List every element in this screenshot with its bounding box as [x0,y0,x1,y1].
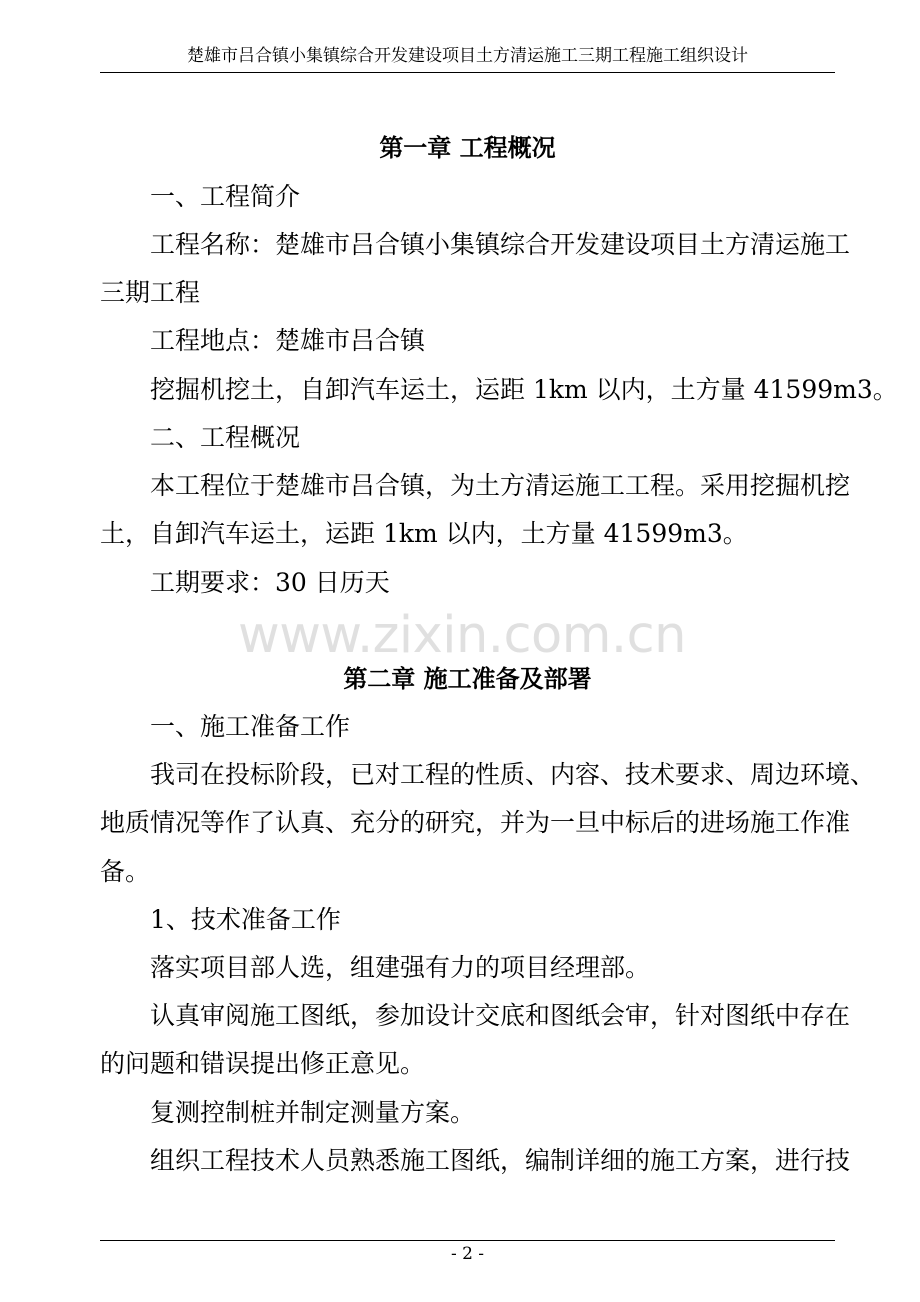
section-heading: 一、施工准备工作 [150,712,351,741]
paragraph-line: 组织工程技术人员熟悉施工图纸，编制详细的施工方案，进行技 [150,1146,851,1175]
chapter-2-title: 第二章 施工准备及部署 [343,664,592,693]
paragraph-line: 工程名称：楚雄市吕合镇小集镇综合开发建设项目土方清运施工 [150,230,851,259]
paragraph-line: 挖掘机挖土，自卸汽车运土，运距 1km 以内，土方量 41599m3。 [150,375,898,404]
header-divider [100,72,835,73]
paragraph-line: 地质情况等作了认真、充分的研究，并为一旦中标后的进场施工作准 [100,808,851,837]
paragraph-line: 落实项目部人选，组建强有力的项目经理部。 [150,953,651,982]
paragraph-line: 备。 [100,857,151,886]
paragraph-line: 土，自卸汽车运土，运距 1km 以内，土方量 41599m3。 [100,519,748,548]
section-heading: 二、工程概况 [150,423,301,452]
paragraph-line: 三期工程 [100,278,201,307]
paragraph-line: 复测控制桩并制定测量方案。 [150,1098,476,1127]
paragraph-line: 本工程位于楚雄市吕合镇，为土方清运施工工程。采用挖掘机挖 [150,471,851,500]
page-header: 楚雄市吕合镇小集镇综合开发建设项目土方清运施工三期工程施工组织设计 [187,46,748,66]
paragraph-line: 工期要求：30 日历天 [150,568,390,597]
chapter-1-title: 第一章 工程概况 [379,133,556,162]
watermark: www.zixin.com.cn [238,606,686,665]
footer-divider [100,1240,835,1241]
section-heading: 一、工程简介 [150,182,301,211]
paragraph-line: 认真审阅施工图纸，参加设计交底和图纸会审，针对图纸中存在 [150,1001,851,1030]
subsection-heading: 1、技术准备工作 [150,905,341,934]
page-number: - 2 - [450,1244,485,1264]
paragraph-line: 的问题和错误提出修正意见。 [100,1049,426,1078]
paragraph-line: 我司在投标阶段，已对工程的性质、内容、技术要求、周边环境、 [150,760,876,789]
paragraph-line: 工程地点：楚雄市吕合镇 [150,326,426,355]
